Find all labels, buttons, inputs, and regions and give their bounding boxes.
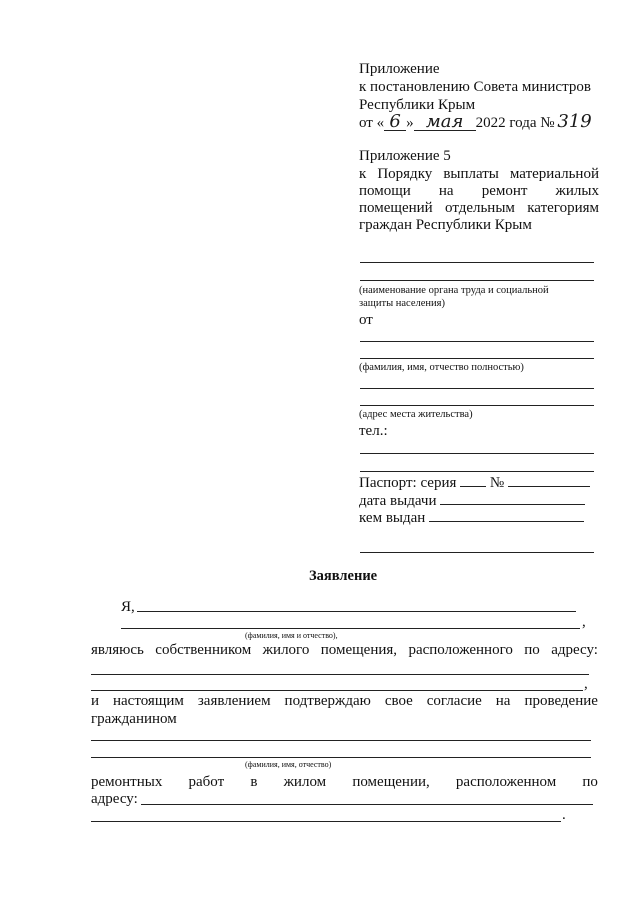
organ-caption-1: (наименование органа труда и социальной	[359, 285, 549, 296]
word: ремонт	[481, 183, 528, 199]
owner-statement-line	[91, 641, 598, 659]
issue-date-field[interactable]	[440, 491, 585, 505]
word: проведение	[524, 693, 598, 709]
repair-address-label: адресу:	[91, 791, 138, 807]
fio-comma: ,	[582, 614, 586, 630]
word: помещений	[359, 200, 433, 216]
word: жилом	[283, 774, 327, 790]
organ-name-line-2[interactable]	[360, 280, 594, 281]
appendix-5-line-4: граждан Республики Крым	[359, 217, 532, 233]
word: настоящим	[113, 693, 184, 709]
repair-address-line-2[interactable]	[91, 821, 561, 822]
word: собственником	[155, 642, 252, 658]
date-mid: »	[406, 115, 414, 131]
passport-series-label: Паспорт: серия	[359, 475, 457, 491]
word: на	[495, 693, 511, 709]
word: в	[250, 774, 258, 790]
issued-by-field[interactable]	[429, 508, 584, 522]
organ-name-line-1[interactable]	[360, 262, 594, 263]
word: по	[524, 642, 540, 658]
owner-address-line-1[interactable]	[91, 674, 589, 675]
word: и	[91, 693, 100, 709]
passport-row	[359, 473, 590, 492]
word: заявлением	[197, 693, 271, 709]
owner-address-line-2[interactable]	[91, 690, 583, 691]
appendix-5-line-1	[359, 165, 599, 183]
ya-label: Я,	[121, 599, 135, 615]
doc-number-handwritten: 319	[557, 111, 592, 132]
word: жилых	[555, 183, 599, 199]
word: подтверждаю	[284, 693, 371, 709]
word: по	[582, 774, 598, 790]
statement-title: Заявление	[309, 568, 378, 584]
passport-number-label: №	[489, 475, 505, 491]
word: Порядку	[377, 166, 433, 182]
date-day-handwritten: 6	[384, 114, 406, 131]
issue-date-label: дата выдачи	[359, 493, 437, 509]
phone-line-1[interactable]	[360, 453, 594, 454]
repair-address-line-1[interactable]	[141, 804, 593, 805]
passport-series-field[interactable]	[460, 473, 486, 487]
appendix-5-line-3	[359, 199, 599, 217]
date-month-handwritten: мая	[414, 114, 476, 131]
word: свое	[384, 693, 413, 709]
fio-caption: (фамилия, имя, отчество полностью)	[359, 362, 524, 373]
word: материальной	[509, 166, 599, 182]
word: помещения,	[320, 642, 398, 658]
word: адресу:	[551, 642, 598, 658]
date-prefix: от «	[359, 115, 385, 131]
applicant-fio-line-1[interactable]	[137, 611, 576, 612]
appendix-label: Приложение	[359, 61, 440, 77]
from-label: от	[359, 312, 373, 328]
passport-number-field[interactable]	[508, 473, 590, 487]
applicant-fio-line-2[interactable]	[121, 628, 580, 629]
word: отдельным	[445, 200, 515, 216]
fio-line-1[interactable]	[360, 341, 594, 342]
final-period: .	[562, 807, 566, 823]
word: являюсь	[91, 642, 144, 658]
phone-line-2[interactable]	[360, 471, 594, 472]
citizen-fio-line-1[interactable]	[91, 740, 591, 741]
word: помещении,	[352, 774, 430, 790]
appendix-5-title: Приложение 5	[359, 148, 451, 164]
appendix-5-line-2	[359, 182, 599, 200]
resolution-date-line	[359, 111, 595, 132]
word: согласие	[426, 693, 482, 709]
word: на	[438, 183, 454, 199]
consent-line	[91, 692, 598, 710]
address-caption: (адрес места жительства)	[359, 409, 473, 420]
word: расположенного	[408, 642, 513, 658]
word: расположенном	[455, 774, 557, 790]
organ-caption-2: защиты населения)	[359, 298, 445, 309]
phone-label: тел.:	[359, 423, 388, 439]
word: жилого	[262, 642, 310, 658]
address-line-1[interactable]	[360, 388, 594, 389]
repair-line	[91, 773, 598, 791]
word: работ	[188, 774, 225, 790]
word: помощи	[359, 183, 411, 199]
address-comma: ,	[584, 676, 588, 692]
citizen-fio-line-2[interactable]	[91, 757, 591, 758]
fio-line-2[interactable]	[360, 358, 594, 359]
applicant-fio-caption: (фамилия, имя и отчество),	[245, 631, 338, 640]
date-year: 2022 года №	[475, 115, 555, 131]
resolution-reference: к постановлению Совета министров	[359, 79, 591, 95]
word: категориям	[527, 200, 599, 216]
issued-by-line-2[interactable]	[360, 552, 594, 553]
citizen-label: гражданином	[91, 711, 177, 727]
issued-by-label: кем выдан	[359, 510, 426, 526]
word: ремонтных	[91, 774, 163, 790]
republic-name: Республики Крым	[359, 97, 476, 113]
citizen-fio-caption: (фамилия, имя, отчество)	[245, 760, 332, 769]
address-line-2[interactable]	[360, 405, 594, 406]
issued-by-row	[359, 508, 584, 527]
word: выплаты	[443, 166, 499, 182]
word: к	[359, 166, 367, 182]
